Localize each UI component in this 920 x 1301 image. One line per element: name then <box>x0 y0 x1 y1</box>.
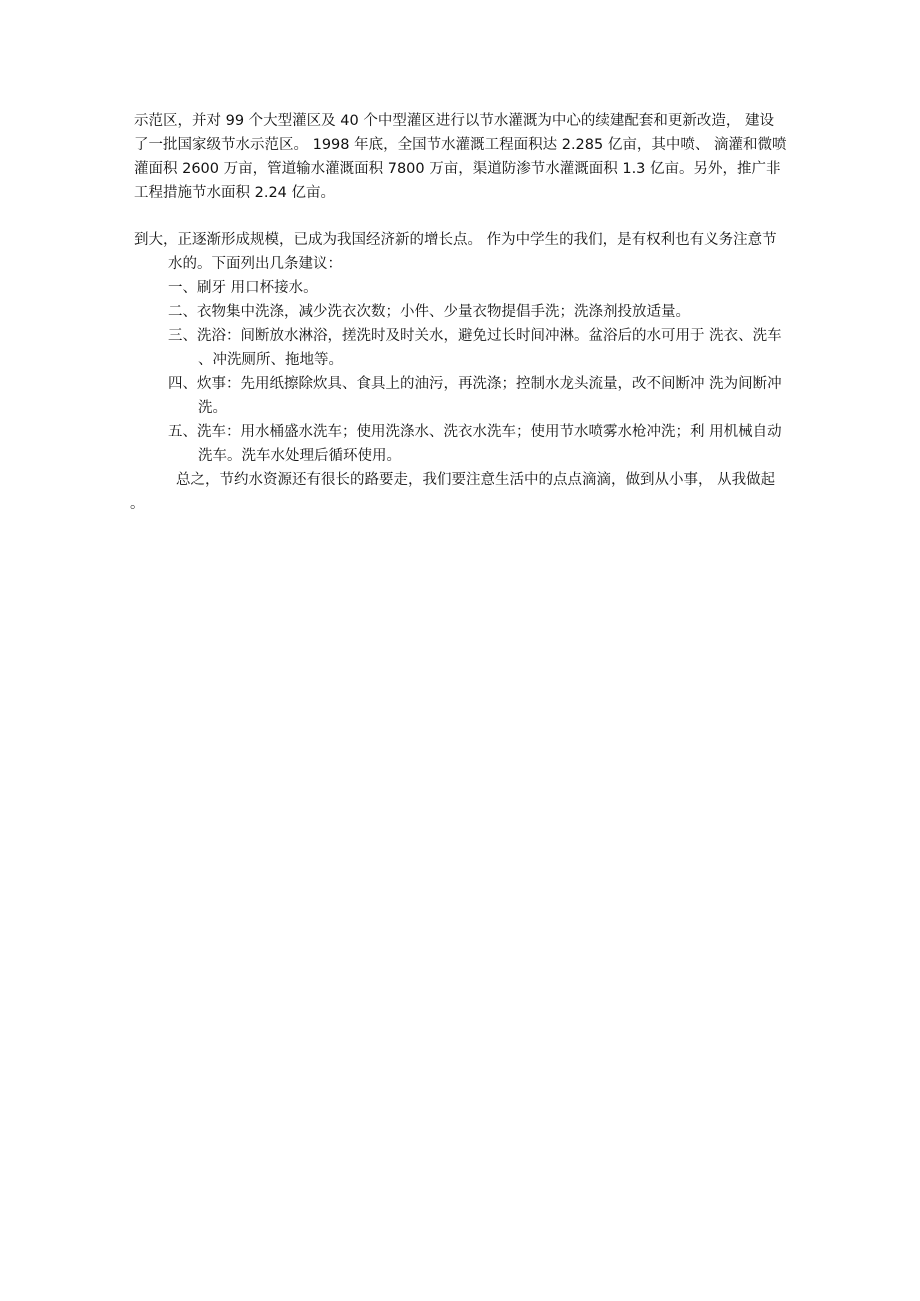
suggestion-item-4: 四、炊事：先用纸擦除炊具、食具上的油污，再洗涤；控制水龙头流量，改不间断冲 洗为间断冲 <box>168 376 782 392</box>
suggestion-item-3-cont: 、冲洗厕所、拖地等。 <box>198 352 343 368</box>
conclusion-line1: 总之，节约水资源还有很长的路要走，我们要注意生活中的点点滴滴，做到从小事， 从我做起 <box>176 472 776 488</box>
suggestion-item-5-cont: 洗车。洗车水处理后循环使用。 <box>198 448 401 464</box>
paragraph1-line3: 灌面积 2600 万亩，管道输水灌溉面积 7800 万亩，渠道防渗节水灌溉面积 1.3 亿亩。另外，推广非 <box>134 161 781 177</box>
paragraph2-line2: 水的。下面列出几条建议： <box>168 256 342 272</box>
suggestion-item-3: 三、洗浴：间断放水淋浴，搓洗时及时关水，避免过长时间冲淋。盆浴后的水可用于 洗衣、洗车 <box>168 328 782 344</box>
suggestion-item-5: 五、洗车：用水桶盛水洗车；使用洗涤水、洗衣水洗车；使用节水喷雾水枪冲洗；利 用机械自动 <box>168 424 782 440</box>
suggestion-item-4-cont: 洗。 <box>198 400 227 416</box>
paragraph1-line1: 示范区，并对 99 个大型灌区及 40 个中型灌区进行以节水灌溉为中心的续建配套和更新改造， 建设 <box>134 113 774 129</box>
paragraph1-line4: 工程措施节水面积 2.24 亿亩。 <box>134 185 336 201</box>
suggestion-item-2: 二、衣物集中洗涤，减少洗衣次数；小件、少量衣物提倡手洗；洗涤剂投放适量。 <box>168 304 690 320</box>
suggestion-item-1: 一、刷牙 用口杯接水。 <box>168 280 318 296</box>
paragraph2-line1: 到大，正逐渐形成规模，已成为我国经济新的增长点。 作为中学生的我们，是有权利也有义务注意节 <box>134 232 777 248</box>
conclusion-line2: 。 <box>130 496 145 512</box>
paragraph1-line2: 了一批国家级节水示范区。 1998 年底，全国节水灌溉工程面积达 2.285 亿亩，其中喷、 滴灌和微喷 <box>134 137 787 153</box>
